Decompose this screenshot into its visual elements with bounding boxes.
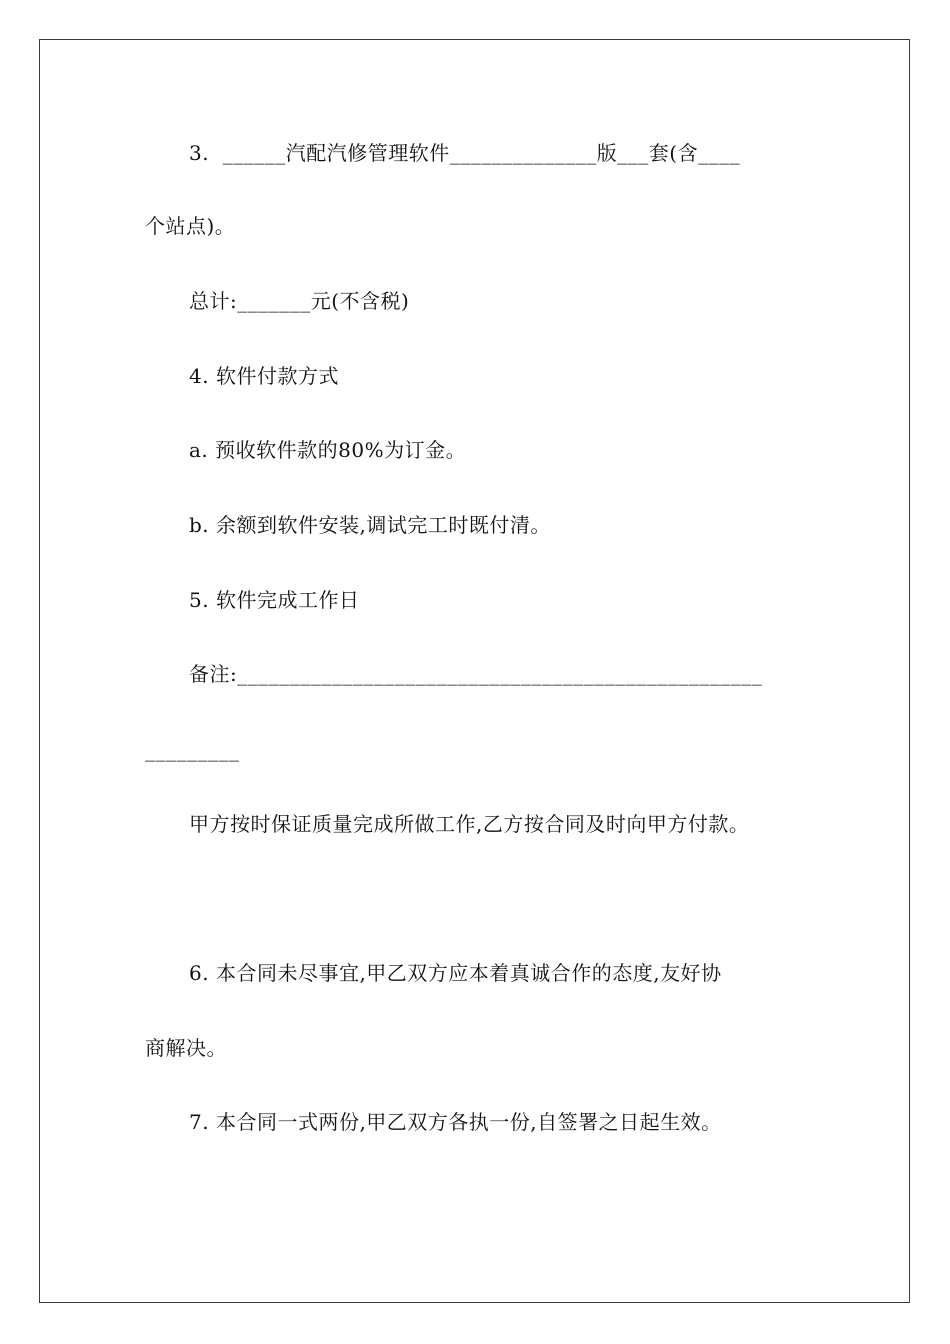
remarks-line: 备注:__________________________________________________ xyxy=(189,662,763,686)
item3-line2: 个站点)。 xyxy=(145,214,236,238)
item4-heading: 4. 软件付款方式 xyxy=(189,364,339,388)
item5-heading: 5. 软件完成工作日 xyxy=(189,588,360,612)
party-obligation: 甲方按时保证质量完成所做工作,乙方按合同及时向甲方付款。 xyxy=(189,812,750,836)
remarks-continuation: _________ xyxy=(145,738,240,762)
item4-a: a. 预收软件款的80%为订金。 xyxy=(189,438,467,462)
item7: 7. 本合同一式两份,甲乙双方各执一份,自签署之日起生效。 xyxy=(189,1110,722,1134)
total-line: 总计:_______元(不含税) xyxy=(189,289,410,313)
item6-line2: 商解决。 xyxy=(145,1036,227,1060)
item6-line1: 6. 本合同未尽事宜,甲乙双方应本着真诚合作的态度,友好协 xyxy=(189,961,722,985)
item3-line1: 3. ______汽配汽修管理软件______________版___套(含____ xyxy=(189,141,741,165)
item4-b: b. 余额到软件安装,调试完工时既付清。 xyxy=(189,513,551,537)
